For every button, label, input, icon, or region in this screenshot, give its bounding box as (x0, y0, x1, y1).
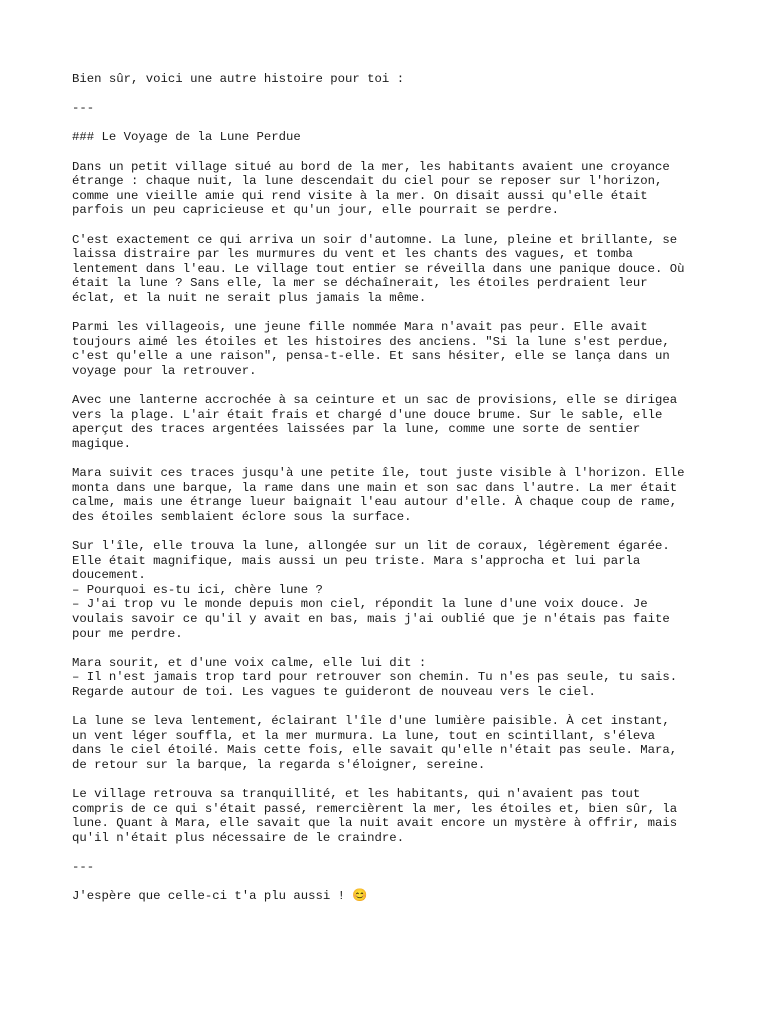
blank-line (72, 87, 712, 102)
text-line: – J'ai trop vu le monde depuis mon ciel, répondit la lune d'une voix douce. Je (72, 597, 648, 612)
intro-line: Bien sûr, voici une autre histoire pour toi : (72, 72, 405, 86)
text-line: vers la plage. L'air était frais et chargé d'une douce brume. Sur le sable, elle (72, 407, 663, 422)
text-line: éclat, et la nuit ne serait plus jamais la même. (72, 290, 427, 305)
blank-line (72, 524, 712, 539)
story-title: ### Le Voyage de la Lune Perdue (72, 130, 301, 145)
text-line: doucement. (72, 568, 146, 583)
text-line: c'est qu'elle a une raison", pensa-t-elle. Et sans hésiter, elle se lança dans un (72, 349, 670, 364)
text-line: était la lune ? Sans elle, la mer se déchaînerait, les étoiles perdraient leur (72, 276, 648, 291)
text-line: voyage pour la retrouver. (72, 363, 257, 378)
text-line: compris de ce qui s'était passé, remercièrent la mer, les étoiles et, bien sûr, la (72, 801, 678, 816)
blank-line (72, 700, 712, 715)
text-line: Sur l'île, elle trouva la lune, allongée sur un lit de coraux, légèrement égarée. (72, 539, 670, 553)
text-line: un vent léger souffla, et la mer murmura. La lune, tout en scintillant, s'éleva (72, 728, 655, 743)
text-line: Dans un petit village situé au bord de la mer, les habitants avaient une croyance (72, 159, 670, 174)
text-line: calme, mais une étrange lueur baignait l'eau autour d'elle. À chaque coup de rame, (72, 495, 678, 510)
text-line: pour me perdre. (72, 626, 183, 641)
text-line: C'est exactement ce qui arriva un soir d'automne. La lune, pleine et brillante, se (72, 232, 678, 247)
text-line: Avec une lanterne accrochée à sa ceinture et un sac de provisions, elle se dirigea (72, 393, 678, 408)
text-line: Regarde autour de toi. Les vagues te guideront de nouveau vers le ciel. (72, 684, 596, 699)
text-line: voulais savoir ce qu'il y avait en bas, mais j'ai oublié que je n'étais pas faite (72, 611, 670, 626)
text-line: magique. (72, 436, 132, 451)
text-line: qu'il n'était plus nécessaire de le craindre. (72, 830, 405, 845)
horizontal-rule: --- (72, 860, 95, 875)
blank-line (72, 845, 712, 860)
blank-line (72, 875, 712, 890)
blank-line (72, 218, 712, 233)
text-line: Parmi les villageois, une jeune fille nommée Mara n'avait pas peur. Elle avait (72, 320, 648, 335)
text-line: lentement dans l'eau. Le village tout entier se réveilla dans une panique douce. Où (72, 261, 685, 276)
blank-line (72, 116, 712, 131)
text-line: La lune se leva lentement, éclairant l'île d'une lumière paisible. À cet instant, (72, 714, 670, 729)
blank-line (72, 306, 712, 321)
text-line: aperçut des traces argentées laissées par la lune, comme une sorte de sentier (72, 422, 641, 437)
blank-line (72, 451, 712, 466)
text-line: de retour sur la barque, la regarda s'éloigner, sereine. (72, 757, 486, 772)
blank-line (72, 641, 712, 656)
text-line: toujours aimé les étoiles et les histoires des anciens. "Si la lune s'est perdue, (72, 334, 670, 349)
text-line: lune. Quant à Mara, elle savait que la nuit avait encore un mystère à offrir, mais (72, 816, 678, 831)
blank-line (72, 773, 712, 788)
text-line: Elle était magnifique, mais aussi un peu triste. Mara s'approcha et lui parla (72, 553, 641, 568)
text-line: comme une vieille amie qui rend visite à la mer. On disait aussi qu'elle était (72, 188, 648, 203)
text-line: monta dans une barque, la rame dans une main et son sac dans l'autre. La mer était (72, 480, 678, 495)
text-line: dans le ciel étoilé. Mais cette fois, elle savait qu'elle n'était pas seule. Mara, (72, 743, 678, 758)
text-line: étrange : chaque nuit, la lune descendait du ciel pour se reposer sur l'horizon, (72, 174, 663, 189)
text-line: Mara suivit ces traces jusqu'à une petite île, tout juste visible à l'horizon. Elle (72, 466, 685, 481)
text-line: Le village retrouva sa tranquillité, et les habitants, qui n'avaient pas tout (72, 787, 641, 802)
text-line: laissa distraire par les murmures du vent et les chants des vagues, et tomba (72, 247, 633, 262)
blank-line (72, 145, 712, 160)
text-line: J'espère que celle-ci t'a plu aussi ! 😊 (72, 889, 368, 904)
text-line: – Il n'est jamais trop tard pour retrouver son chemin. Tu n'es pas seule, tu sais. (72, 670, 678, 685)
horizontal-rule: --- (72, 101, 95, 116)
text-line: des étoiles semblaient éclore sous la surface. (72, 509, 412, 524)
text-line: Mara sourit, et d'une voix calme, elle lui dit : (72, 655, 427, 670)
document-body (72, 72, 712, 904)
blank-line (72, 378, 712, 393)
text-line: – Pourquoi es-tu ici, chère lune ? (72, 582, 323, 597)
text-line: parfois un peu capricieuse et qu'un jour, elle pourrait se perdre. (72, 203, 560, 218)
